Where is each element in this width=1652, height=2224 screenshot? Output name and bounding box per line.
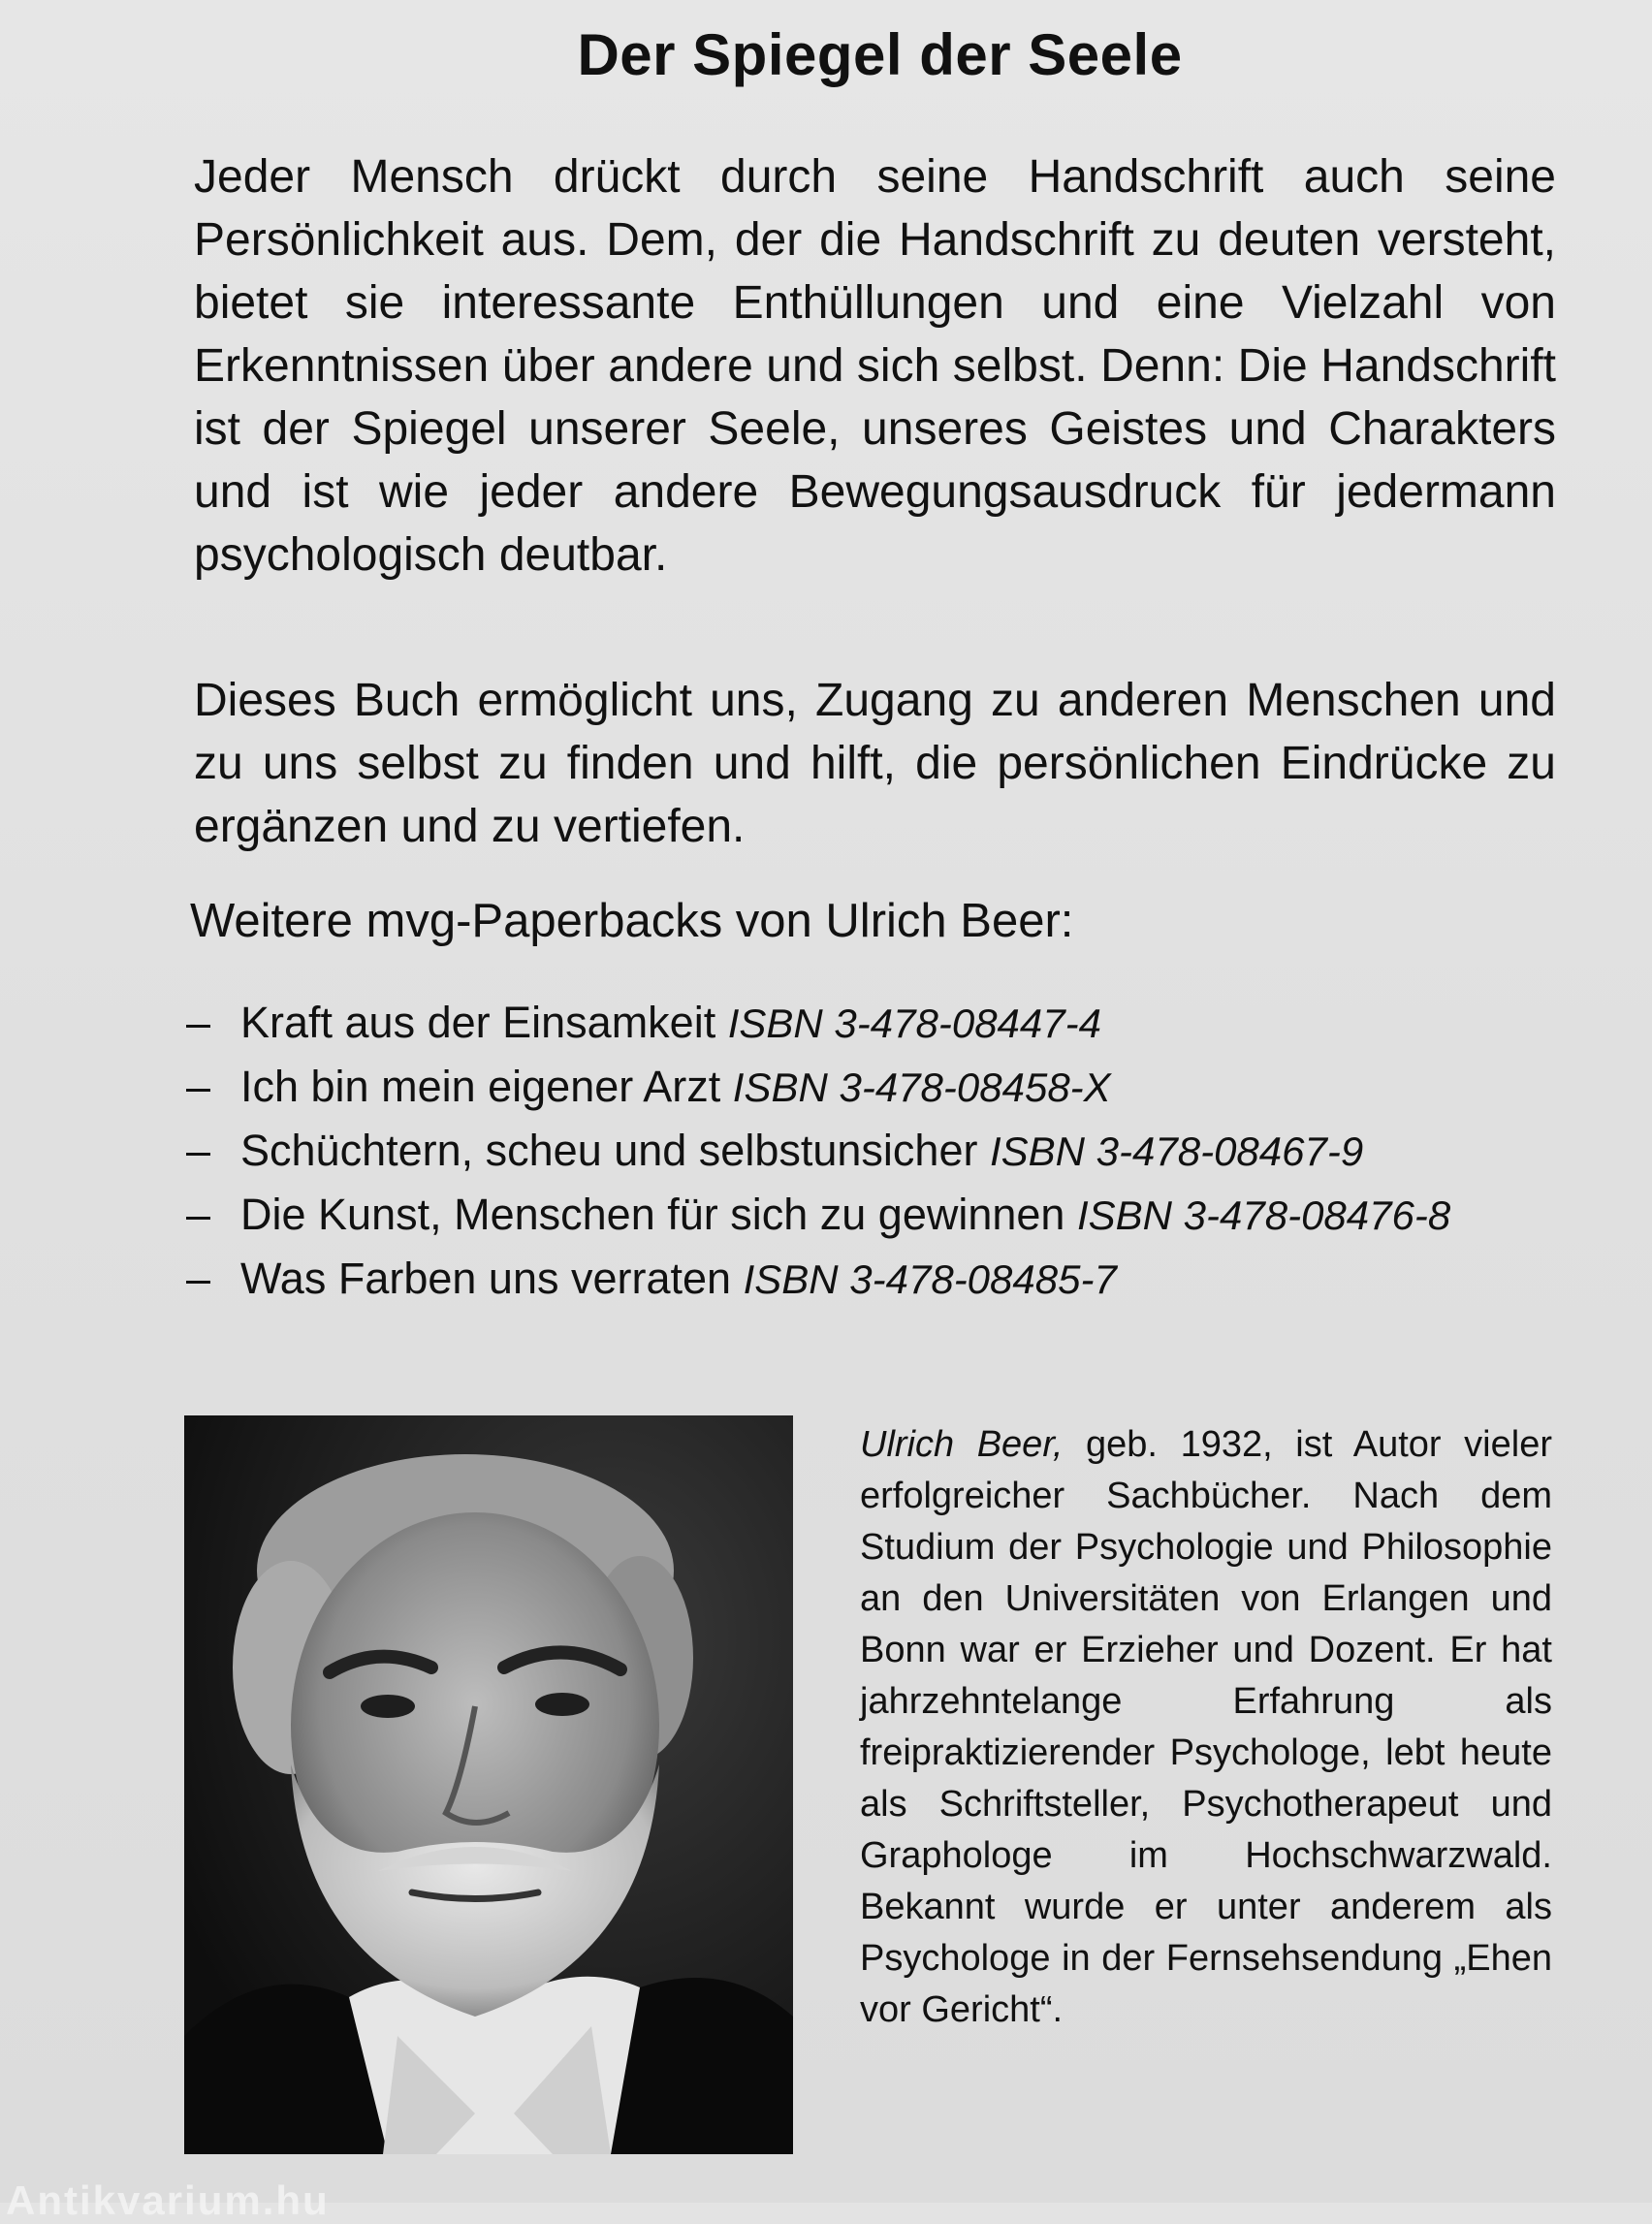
list-dash: – [186,1062,211,1111]
list-dash: – [186,998,211,1047]
book-isbn: ISBN 3-478-08447-4 [727,1001,1101,1046]
list-item [186,1055,1450,1119]
book-title: Die Kunst, Menschen für sich zu gewinnen [240,1190,1065,1239]
book-list-heading: Weitere mvg-Paperbacks von Ulrich Beer: [190,895,1074,947]
intro-paragraph: Jeder Mensch drückt durch seine Handschrift auch seine Persönlichkeit aus. Dem, der die Handschrift zu deuten versteht, bietet sie interessante Enthüllungen und eine Vielzahl von Erkenntnissen über andere und sich selbst. Denn: Die Handschrift ist der Spiegel unserer Seele, unseres Geistes und Charakters und ist wie jeder andere Bewegungsausdruck für jedermann psychologisch deutbar. [194,151,1556,581]
list-item [186,1183,1450,1247]
list-item [186,991,1450,1055]
list-dash: – [186,1254,211,1303]
book-list [186,991,1450,1311]
book-title: Schüchtern, scheu und selbstunsicher [240,1126,978,1175]
watermark: Antikvarium.hu [6,2177,330,2223]
book-title: Kraft aus der Einsamkeit [240,998,716,1047]
author-bio [860,1419,1552,2036]
author-bio-text: geb. 1932, ist Autor vieler erfolgreicher Sachbücher. Nach dem Studium der Psychologie und Philosophie an den Universitäten von Erlangen und Bonn war er Erzieher und Dozent. Er hat jahrzehntelange Erfahrung als freipraktizierender Psychologe, lebt heute als Schriftsteller, Psychotherapeut und Graphologe im Hochschwarzwald. Bekannt wurde er unter anderem als Psychologe in der Fernsehsendung „Ehen vor Gericht“. [860,1424,1552,2030]
book-isbn: ISBN 3-478-08458-X [732,1064,1111,1110]
list-item [186,1247,1450,1311]
book-title: Ich bin mein eigener Arzt [240,1062,721,1111]
book-isbn: ISBN 3-478-08485-7 [743,1256,1117,1302]
book-title: Was Farben uns verraten [240,1254,732,1303]
book-isbn: ISBN 3-478-08476-8 [1076,1192,1451,1238]
list-dash: – [186,1126,211,1175]
list-item [186,1119,1450,1183]
author-portrait-illustration [184,1415,793,2154]
list-dash: – [186,1190,211,1239]
page-title: Der Spiegel der Seele [577,22,1183,87]
book-isbn: ISBN 3-478-08467-9 [989,1128,1364,1174]
author-photo [184,1415,793,2154]
second-paragraph: Dieses Buch ermöglicht uns, Zugang zu anderen Menschen und zu uns selbst zu finden und hilft, die persönlichen Eindrücke zu ergänzen und zu vertiefen. [194,675,1556,852]
author-name: Ulrich Beer, [860,1424,1064,1465]
